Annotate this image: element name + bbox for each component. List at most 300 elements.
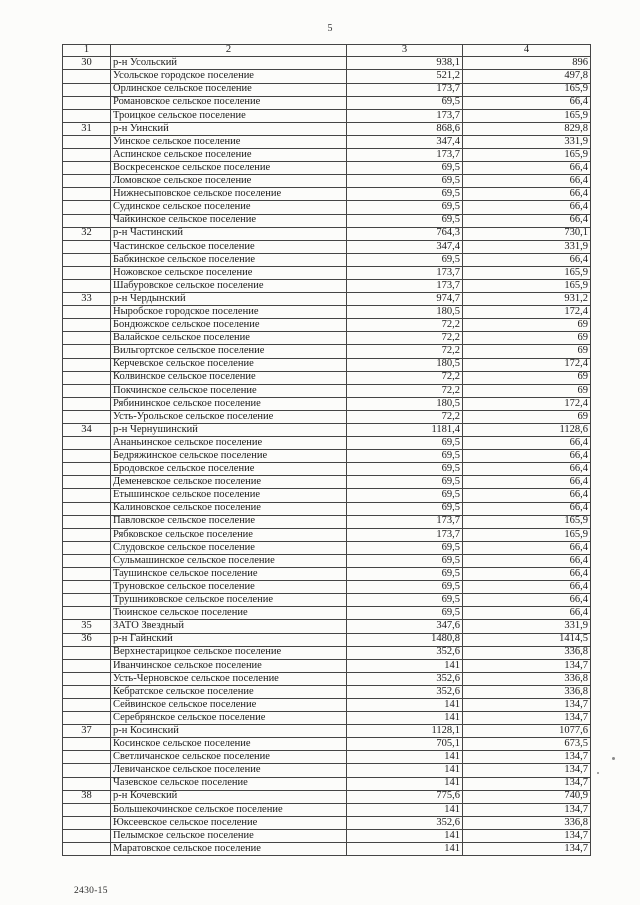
column-header-3: 3 (347, 45, 463, 57)
table-row (63, 306, 591, 319)
table-row (63, 620, 591, 633)
row-value-3-cell: 69,5 (347, 201, 463, 214)
row-name-cell: Вильгортское сельское поселение (111, 345, 347, 358)
row-number-cell (63, 253, 111, 266)
row-number-cell: 32 (63, 227, 111, 240)
row-name-cell: Ломовское сельское поселение (111, 175, 347, 188)
row-name-cell: Ножовское сельское поселение (111, 266, 347, 279)
row-name-cell: Юксеевское сельское поселение (111, 816, 347, 829)
table-row (63, 319, 591, 332)
row-name-cell: р-н Усольский (111, 57, 347, 70)
row-number-cell: 35 (63, 620, 111, 633)
table-row (63, 83, 591, 96)
row-value-4-cell: 134,7 (463, 777, 591, 790)
row-value-4-cell: 66,4 (463, 201, 591, 214)
row-number-cell (63, 279, 111, 292)
row-value-4-cell: 134,7 (463, 829, 591, 842)
row-value-4-cell: 66,4 (463, 568, 591, 581)
row-name-cell: Светличанское сельское поселение (111, 751, 347, 764)
row-number-cell: 38 (63, 790, 111, 803)
table-row (63, 633, 591, 646)
row-value-3-cell: 69,5 (347, 594, 463, 607)
row-value-4-cell: 66,4 (463, 489, 591, 502)
row-number-cell (63, 594, 111, 607)
table-row (63, 358, 591, 371)
table-row (63, 149, 591, 162)
row-value-4-cell: 66,4 (463, 463, 591, 476)
row-value-3-cell: 141 (347, 751, 463, 764)
row-name-cell: Усольское городское поселение (111, 70, 347, 83)
row-name-cell: Етышинское сельское поселение (111, 489, 347, 502)
row-number-cell: 37 (63, 725, 111, 738)
row-value-3-cell: 72,2 (347, 371, 463, 384)
row-number-cell (63, 266, 111, 279)
row-value-3-cell: 69,5 (347, 541, 463, 554)
row-value-3-cell: 347,4 (347, 240, 463, 253)
table-row (63, 397, 591, 410)
row-name-cell: Орлинское сельское поселение (111, 83, 347, 96)
row-number-cell (63, 175, 111, 188)
table-row (63, 489, 591, 502)
row-value-4-cell: 69 (463, 371, 591, 384)
row-value-3-cell: 352,6 (347, 816, 463, 829)
row-value-3-cell: 69,5 (347, 450, 463, 463)
row-value-4-cell: 66,4 (463, 581, 591, 594)
row-name-cell: Деменевское сельское поселение (111, 476, 347, 489)
row-value-3-cell: 180,5 (347, 358, 463, 371)
row-name-cell: Бабкинское сельское поселение (111, 253, 347, 266)
row-value-3-cell: 141 (347, 712, 463, 725)
row-value-3-cell: 173,7 (347, 515, 463, 528)
row-number-cell (63, 214, 111, 227)
row-value-4-cell: 165,9 (463, 279, 591, 292)
row-value-4-cell: 66,4 (463, 437, 591, 450)
row-name-cell: Слудовское сельское поселение (111, 541, 347, 554)
row-value-4-cell: 172,4 (463, 306, 591, 319)
row-value-3-cell: 69,5 (347, 188, 463, 201)
row-value-3-cell: 141 (347, 659, 463, 672)
row-value-3-cell: 352,6 (347, 646, 463, 659)
row-value-3-cell: 173,7 (347, 528, 463, 541)
row-number-cell (63, 149, 111, 162)
row-name-cell: Верхнестарицкое сельское поселение (111, 646, 347, 659)
table-row (63, 672, 591, 685)
row-number-cell (63, 685, 111, 698)
row-value-4-cell: 69 (463, 319, 591, 332)
row-value-3-cell: 69,5 (347, 476, 463, 489)
row-number-cell (63, 162, 111, 175)
row-value-4-cell: 66,4 (463, 253, 591, 266)
row-value-4-cell: 1077,6 (463, 725, 591, 738)
row-name-cell: р-н Кочевский (111, 790, 347, 803)
row-value-3-cell: 72,2 (347, 410, 463, 423)
row-number-cell (63, 829, 111, 842)
row-number-cell (63, 358, 111, 371)
row-name-cell: Романовское сельское поселение (111, 96, 347, 109)
row-number-cell (63, 541, 111, 554)
row-number-cell (63, 345, 111, 358)
row-value-3-cell: 69,5 (347, 554, 463, 567)
row-name-cell: Тюинское сельское поселение (111, 607, 347, 620)
row-value-4-cell: 331,9 (463, 240, 591, 253)
row-name-cell: Уинское сельское поселение (111, 135, 347, 148)
row-value-4-cell: 336,8 (463, 646, 591, 659)
row-name-cell: Косинское сельское поселение (111, 738, 347, 751)
row-value-4-cell: 69 (463, 384, 591, 397)
row-value-3-cell: 173,7 (347, 109, 463, 122)
row-name-cell: Рябининское сельское поселение (111, 397, 347, 410)
row-value-3-cell: 69,5 (347, 162, 463, 175)
table-row (63, 424, 591, 437)
row-name-cell: Аспинское сельское поселение (111, 149, 347, 162)
row-number-cell (63, 751, 111, 764)
row-value-3-cell: 1128,1 (347, 725, 463, 738)
row-value-3-cell: 352,6 (347, 672, 463, 685)
row-number-cell (63, 83, 111, 96)
table-row (63, 594, 591, 607)
row-number-cell (63, 712, 111, 725)
row-name-cell: Ананьинское сельское поселение (111, 437, 347, 450)
row-value-4-cell: 134,7 (463, 751, 591, 764)
row-number-cell (63, 450, 111, 463)
row-name-cell: Сейвинское сельское поселение (111, 698, 347, 711)
table-row (63, 332, 591, 345)
row-number-cell (63, 568, 111, 581)
table-row (63, 214, 591, 227)
row-value-4-cell: 165,9 (463, 528, 591, 541)
row-number-cell (63, 777, 111, 790)
table-row (63, 463, 591, 476)
row-number-cell (63, 332, 111, 345)
row-number-cell (63, 240, 111, 253)
row-name-cell: Шабуровское сельское поселение (111, 279, 347, 292)
row-number-cell (63, 803, 111, 816)
table-row (63, 777, 591, 790)
row-value-3-cell: 69,5 (347, 502, 463, 515)
row-value-4-cell: 134,7 (463, 659, 591, 672)
row-number-cell (63, 319, 111, 332)
row-value-4-cell: 673,5 (463, 738, 591, 751)
row-name-cell: Сульмашинское сельское поселение (111, 554, 347, 567)
row-name-cell: р-н Чердынский (111, 293, 347, 306)
row-number-cell (63, 463, 111, 476)
row-name-cell: Усть-Черновское сельское поселение (111, 672, 347, 685)
row-value-4-cell: 66,4 (463, 594, 591, 607)
row-name-cell: р-н Чернушинский (111, 424, 347, 437)
row-name-cell: Кебратское сельское поселение (111, 685, 347, 698)
row-name-cell: Керчевское сельское поселение (111, 358, 347, 371)
table-header (63, 45, 591, 57)
row-name-cell: Троицкое сельское поселение (111, 109, 347, 122)
row-value-4-cell: 66,4 (463, 162, 591, 175)
row-number-cell (63, 135, 111, 148)
row-value-4-cell: 896 (463, 57, 591, 70)
row-value-4-cell: 165,9 (463, 109, 591, 122)
column-header-1: 1 (63, 45, 111, 57)
row-name-cell: Трушниковское сельское поселение (111, 594, 347, 607)
table-row (63, 410, 591, 423)
row-value-4-cell: 497,8 (463, 70, 591, 83)
row-value-3-cell: 764,3 (347, 227, 463, 240)
row-number-cell (63, 515, 111, 528)
table-row (63, 240, 591, 253)
row-name-cell: Валайское сельское поселение (111, 332, 347, 345)
row-value-3-cell: 141 (347, 764, 463, 777)
row-name-cell: ЗАТО Звездный (111, 620, 347, 633)
row-value-3-cell: 141 (347, 777, 463, 790)
table-row (63, 725, 591, 738)
table-row (63, 227, 591, 240)
row-name-cell: Воскресенское сельское поселение (111, 162, 347, 175)
row-name-cell: Рябковское сельское поселение (111, 528, 347, 541)
row-name-cell: Нижнесыповское сельское поселение (111, 188, 347, 201)
table-row (63, 135, 591, 148)
row-number-cell (63, 646, 111, 659)
column-header-4: 4 (463, 45, 591, 57)
table-row (63, 371, 591, 384)
table-row (63, 162, 591, 175)
row-value-4-cell: 66,4 (463, 175, 591, 188)
table-row (63, 764, 591, 777)
row-name-cell: Калиновское сельское поселение (111, 502, 347, 515)
row-number-cell (63, 843, 111, 856)
table-row (63, 554, 591, 567)
table-row (63, 541, 591, 554)
table-row (63, 659, 591, 672)
row-name-cell: Бедряжинское сельское поселение (111, 450, 347, 463)
row-number-cell (63, 528, 111, 541)
row-value-3-cell: 347,4 (347, 135, 463, 148)
row-value-3-cell: 868,6 (347, 122, 463, 135)
row-value-4-cell: 134,7 (463, 712, 591, 725)
row-name-cell: Усть-Урольское сельское поселение (111, 410, 347, 423)
row-number-cell (63, 437, 111, 450)
row-value-3-cell: 1480,8 (347, 633, 463, 646)
row-value-4-cell: 134,7 (463, 698, 591, 711)
row-number-cell (63, 410, 111, 423)
row-value-3-cell: 72,2 (347, 384, 463, 397)
row-value-3-cell: 1181,4 (347, 424, 463, 437)
row-value-4-cell: 69 (463, 332, 591, 345)
table-row (63, 293, 591, 306)
footer-document-code: 2430-15 (74, 886, 108, 896)
row-number-cell (63, 109, 111, 122)
row-number-cell: 36 (63, 633, 111, 646)
row-name-cell: Бродовское сельское поселение (111, 463, 347, 476)
row-value-3-cell: 72,2 (347, 332, 463, 345)
row-value-3-cell: 69,5 (347, 437, 463, 450)
table-row (63, 712, 591, 725)
table-body (63, 57, 591, 856)
column-header-2: 2 (111, 45, 347, 57)
table-row (63, 607, 591, 620)
row-value-4-cell: 331,9 (463, 135, 591, 148)
row-number-cell (63, 672, 111, 685)
row-value-4-cell: 66,4 (463, 214, 591, 227)
row-number-cell: 34 (63, 424, 111, 437)
table-row (63, 70, 591, 83)
row-number-cell (63, 581, 111, 594)
row-number-cell: 33 (63, 293, 111, 306)
row-value-3-cell: 69,5 (347, 175, 463, 188)
row-value-3-cell: 141 (347, 843, 463, 856)
row-number-cell: 30 (63, 57, 111, 70)
row-value-3-cell: 180,5 (347, 397, 463, 410)
row-number-cell (63, 738, 111, 751)
row-name-cell: Иванчинское сельское поселение (111, 659, 347, 672)
table-row (63, 698, 591, 711)
row-number-cell (63, 371, 111, 384)
row-value-4-cell: 134,7 (463, 843, 591, 856)
row-name-cell: Левичанское сельское поселение (111, 764, 347, 777)
table-row (63, 109, 591, 122)
row-number-cell (63, 96, 111, 109)
row-number-cell (63, 188, 111, 201)
table-header-row (63, 45, 591, 57)
row-name-cell: Ныробское городское поселение (111, 306, 347, 319)
row-value-3-cell: 180,5 (347, 306, 463, 319)
row-number-cell (63, 476, 111, 489)
row-name-cell: Чайкинское сельское поселение (111, 214, 347, 227)
table-row (63, 843, 591, 856)
row-value-4-cell: 172,4 (463, 397, 591, 410)
table-row (63, 803, 591, 816)
row-name-cell: р-н Косинский (111, 725, 347, 738)
row-value-4-cell: 66,4 (463, 607, 591, 620)
row-value-4-cell: 336,8 (463, 672, 591, 685)
row-value-3-cell: 69,5 (347, 607, 463, 620)
row-value-4-cell: 69 (463, 345, 591, 358)
table-row (63, 738, 591, 751)
row-number-cell (63, 502, 111, 515)
table-row (63, 279, 591, 292)
table-row (63, 122, 591, 135)
table-row (63, 384, 591, 397)
row-number-cell (63, 397, 111, 410)
row-value-3-cell: 352,6 (347, 685, 463, 698)
row-value-4-cell: 331,9 (463, 620, 591, 633)
row-name-cell: р-н Уинский (111, 122, 347, 135)
row-value-3-cell: 72,2 (347, 345, 463, 358)
row-name-cell: Чазевское сельское поселение (111, 777, 347, 790)
row-value-4-cell: 336,8 (463, 816, 591, 829)
row-value-3-cell: 69,5 (347, 96, 463, 109)
row-name-cell: Большекочинское сельское поселение (111, 803, 347, 816)
table-row (63, 515, 591, 528)
row-value-4-cell: 165,9 (463, 515, 591, 528)
row-number-cell (63, 554, 111, 567)
row-name-cell: Труновское сельское поселение (111, 581, 347, 594)
row-name-cell: р-н Гайнский (111, 633, 347, 646)
row-name-cell: Таушинское сельское поселение (111, 568, 347, 581)
row-value-4-cell: 740,9 (463, 790, 591, 803)
row-number-cell (63, 816, 111, 829)
row-value-3-cell: 141 (347, 698, 463, 711)
row-number-cell (63, 698, 111, 711)
table-row (63, 253, 591, 266)
row-number-cell (63, 201, 111, 214)
row-value-4-cell: 66,4 (463, 188, 591, 201)
row-value-4-cell: 66,4 (463, 96, 591, 109)
table-row (63, 528, 591, 541)
row-number-cell: 31 (63, 122, 111, 135)
row-value-3-cell: 173,7 (347, 149, 463, 162)
table-row (63, 96, 591, 109)
scan-speck (597, 772, 599, 774)
row-number-cell (63, 659, 111, 672)
table-row (63, 450, 591, 463)
row-value-3-cell: 72,2 (347, 319, 463, 332)
row-number-cell (63, 764, 111, 777)
row-value-3-cell: 141 (347, 829, 463, 842)
table-row (63, 502, 591, 515)
table-row (63, 437, 591, 450)
row-value-4-cell: 134,7 (463, 764, 591, 777)
row-value-4-cell: 336,8 (463, 685, 591, 698)
table-row (63, 685, 591, 698)
row-value-4-cell: 66,4 (463, 554, 591, 567)
table-row (63, 476, 591, 489)
row-number-cell (63, 70, 111, 83)
table-row (63, 581, 591, 594)
row-number-cell (63, 607, 111, 620)
scan-speck (612, 757, 615, 760)
table-row (63, 751, 591, 764)
row-name-cell: Частинское сельское поселение (111, 240, 347, 253)
table-row (63, 816, 591, 829)
row-value-4-cell: 66,4 (463, 476, 591, 489)
row-value-3-cell: 69,5 (347, 568, 463, 581)
table-row (63, 266, 591, 279)
row-value-3-cell: 173,7 (347, 83, 463, 96)
row-value-4-cell: 134,7 (463, 803, 591, 816)
row-value-3-cell: 141 (347, 803, 463, 816)
row-value-4-cell: 165,9 (463, 149, 591, 162)
row-number-cell (63, 489, 111, 502)
row-value-4-cell: 1414,5 (463, 633, 591, 646)
row-number-cell (63, 306, 111, 319)
row-name-cell: Судинское сельское поселение (111, 201, 347, 214)
row-value-3-cell: 69,5 (347, 489, 463, 502)
page-number: 5 (327, 23, 333, 34)
row-name-cell: Покчинское сельское поселение (111, 384, 347, 397)
row-number-cell (63, 384, 111, 397)
row-name-cell: Пелымское сельское поселение (111, 829, 347, 842)
row-value-3-cell: 775,6 (347, 790, 463, 803)
row-value-4-cell: 1128,6 (463, 424, 591, 437)
row-name-cell: Серебрянское сельское поселение (111, 712, 347, 725)
row-value-4-cell: 931,2 (463, 293, 591, 306)
row-value-3-cell: 69,5 (347, 463, 463, 476)
row-value-3-cell: 69,5 (347, 581, 463, 594)
data-table (62, 44, 591, 856)
table-row (63, 646, 591, 659)
row-name-cell: Бондюжское сельское поселение (111, 319, 347, 332)
row-value-4-cell: 730,1 (463, 227, 591, 240)
row-value-4-cell: 172,4 (463, 358, 591, 371)
row-value-4-cell: 69 (463, 410, 591, 423)
row-value-3-cell: 347,6 (347, 620, 463, 633)
row-value-4-cell: 66,4 (463, 502, 591, 515)
row-value-4-cell: 165,9 (463, 266, 591, 279)
row-name-cell: Павловское сельское поселение (111, 515, 347, 528)
row-value-4-cell: 165,9 (463, 83, 591, 96)
row-value-3-cell: 974,7 (347, 293, 463, 306)
row-value-3-cell: 69,5 (347, 253, 463, 266)
row-value-3-cell: 69,5 (347, 214, 463, 227)
table-row (63, 829, 591, 842)
row-name-cell: р-н Частинский (111, 227, 347, 240)
